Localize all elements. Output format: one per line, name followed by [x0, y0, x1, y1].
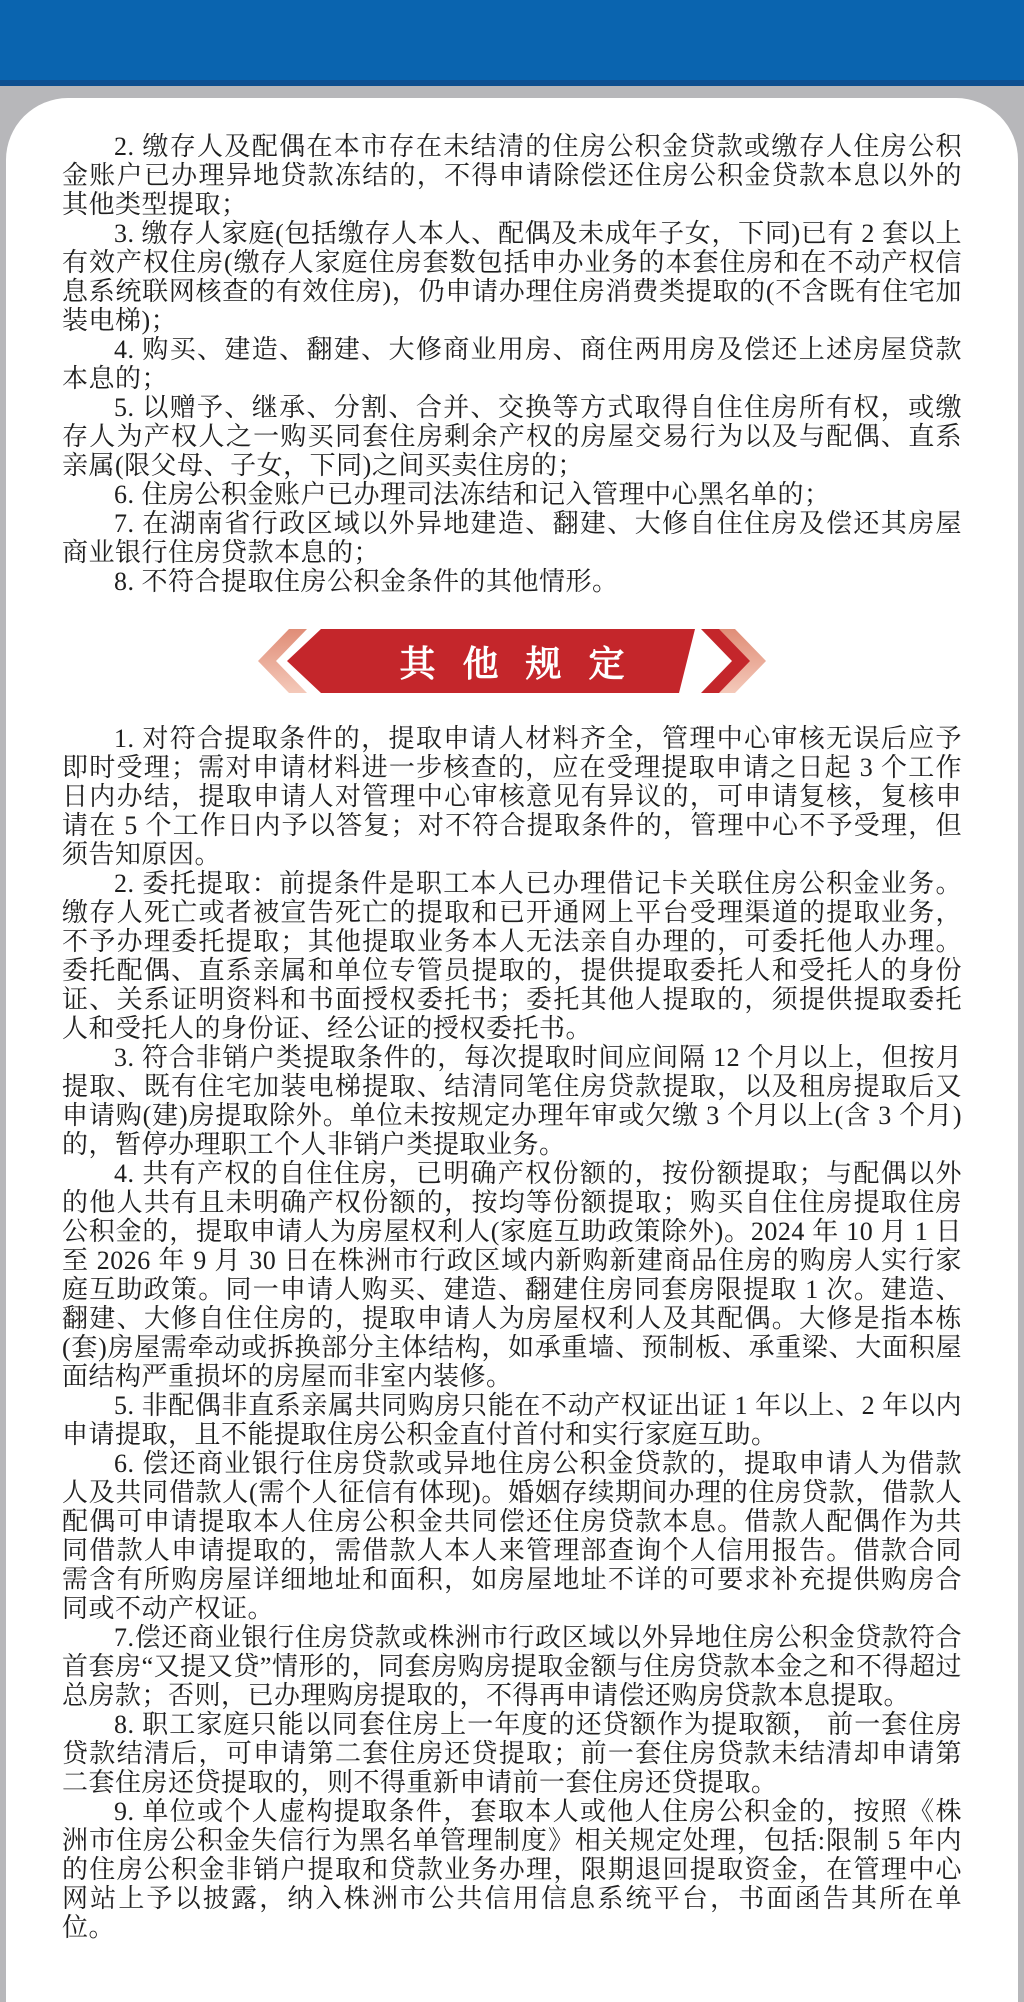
page-header-band [0, 0, 1024, 86]
document-card [6, 98, 1018, 2002]
list-item: 6. 偿还商业银行住房贷款或异地住房公积金贷款的，提取申请人为借款人及共同借款人(需个人征信有体现)。婚姻存续期间办理的住房贷款，借款人配偶可申请提取本人住房公积金共同偿还住房贷款本息。借款人配偶作为共同借款人申请提取的，需借款人本人来管理部查询个人信用报告。借款合同需含有所购房屋详细地址和面积，如房屋地址不详的可要求补充提供购房合同或不动产权证。 [62, 1449, 962, 1623]
list-item: 5. 以赠予、继承、分割、合并、交换等方式取得自住住房所有权，或缴存人为产权人之一购买同套住房剩余产权的房屋交易行为以及与配偶、直系亲属(限父母、子女，下同)之间买卖住房的； [62, 393, 962, 480]
list-item: 5. 非配偶非直系亲属共同购房只能在不动产权证出证 1 年以上、2 年以内申请提取，且不能提取住房公积金直付首付和实行家庭互助。 [62, 1391, 962, 1449]
list-item: 9. 单位或个人虚构提取条件，套取本人或他人住房公积金的，按照《株洲市住房公积金失信行为黑名单管理制度》相关规定处理，包括:限制 5 年内的住房公积金非销户提取和贷款业务办理，限期退回提取资金，在管理中心网站上予以披露，纳入株洲市公共信用信息系统平台，书面函告其所在单位。 [62, 1797, 962, 1942]
list-item: 2. 委托提取：前提条件是职工本人已办理借记卡关联住房公积金业务。缴存人死亡或者被宣告死亡的提取和已开通网上平台受理渠道的提取业务，不予办理委托提取；其他提取业务本人无法亲自办理的，可委托他人办理。委托配偶、直系亲属和单位专管员提取的，提供提取委托人和受托人的身份证、关系证明资料和书面授权委托书；委托其他人提取的，须提供提取委托人和受托人的身份证、经公证的授权委托书。 [62, 869, 962, 1043]
list-item: 4. 购买、建造、翻建、大修商业用房、商住两用房及偿还上述房屋贷款本息的； [62, 335, 962, 393]
list-item: 8. 职工家庭只能以同套住房上一年度的还贷额作为提取额， 前一套住房贷款结清后，可申请第二套住房还贷提取；前一套住房贷款未结清却申请第二套住房还贷提取的，则不得重新申请前一套住房还贷提取。 [62, 1710, 962, 1797]
list-item: 4. 共有产权的自住住房，已明确产权份额的，按份额提取；与配偶以外的他人共有且未明确产权份额的，按均等份额提取；购买自住住房提取住房公积金的，提取申请人为房屋权利人(家庭互助政策除外)。2024 年 10 月 1 日至 2026 年 9 月 30 日在株洲市行政区域内新购新建商品住房的购房人实行家庭互助政策。同一申请人购买、建造、翻建住房同套房限提取 1 次。建造、翻建、大修自住住房的，提取申请人为房屋权利人及其配偶。大修是指本栋(套)房屋需牵动或拆换部分主体结构，如承重墙、预制板、承重梁、大面积屋面结构严重损坏的房屋而非室内装修。 [62, 1159, 962, 1391]
intro-rules-list [62, 132, 962, 596]
list-item: 7. 在湖南省行政区域以外异地建造、翻建、大修自住住房及偿还其房屋商业银行住房贷款本息的； [62, 509, 962, 567]
list-item: 8. 不符合提取住房公积金条件的其他情形。 [114, 567, 619, 596]
list-item: 7.偿还商业银行住房贷款或株洲市行政区域以外异地住房公积金贷款符合首套房“又提又贷”情形的，同套房购房提取金额与住房贷款本金之和不得超过总房款；否则，已办理购房提取的，不得再申请偿还购房贷款本息提取。 [62, 1623, 962, 1710]
section-banner [257, 628, 767, 694]
list-item: 3. 符合非销户类提取条件的，每次提取时间应间隔 12 个月以上，但按月提取、既有住宅加装电梯提取、结清同笔住房贷款提取，以及租房提取后又申请购(建)房提取除外。单位未按规定办理年审或欠缴 3 个月以上(含 3 个月)的，暂停办理职工个人非销户类提取业务。 [62, 1043, 962, 1159]
section-title: 其 他 规 定 [399, 643, 634, 684]
list-item: 2. 缴存人及配偶在本市存在未结清的住房公积金贷款或缴存人住房公积金账户已办理异地贷款冻结的，不得申请除偿还住房公积金贷款本息以外的其他类型提取； [62, 132, 962, 219]
other-rules-list [62, 724, 962, 1942]
list-item: 3. 缴存人家庭(包括缴存人本人、配偶及未成年子女，下同)已有 2 套以上有效产权住房(缴存人家庭住房套数包括申办业务的本套住房和在不动产权信息系统联网核查的有效住房)，仍申请办理住房消费类提取的(不含既有住宅加装电梯)； [62, 219, 962, 335]
list-item: 6. 住房公积金账户已办理司法冻结和记入管理中心黑名单的； [114, 480, 831, 509]
list-item: 1. 对符合提取条件的，提取申请人材料齐全，管理中心审核无误后应予即时受理；需对申请材料进一步核查的，应在受理提取申请之日起 3 个工作日内办结，提取申请人对管理中心审核意见有异议的，可申请复核，复核申请在 5 个工作日内予以答复；对不符合提取条件的，管理中心不予受理，但须告知原因。 [62, 724, 962, 869]
